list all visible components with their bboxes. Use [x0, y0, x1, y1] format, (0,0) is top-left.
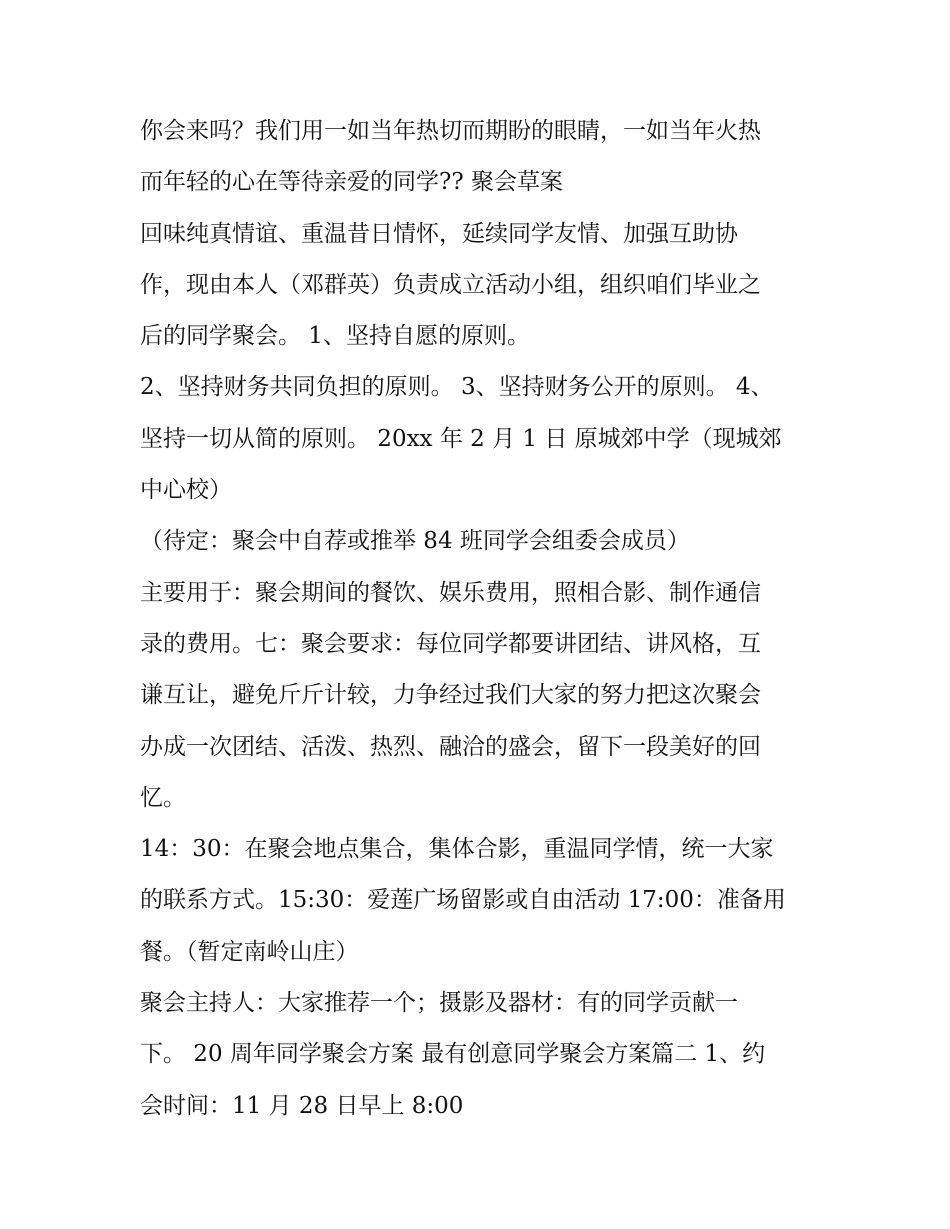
text-line: 中心校） [140, 477, 232, 504]
text-line: 忆。 [140, 784, 186, 811]
document-body [140, 106, 820, 1132]
text-line: 谦互让，避免斤斤计较，力争经过我们大家的努力把这次聚会 [140, 682, 761, 709]
text-line: 后的同学聚会。 1、坚持自愿的原则。 [140, 323, 530, 350]
text-line: 坚持一切从简的原则。 20xx 年 2 月 1 日 原城郊中学（现城郊 [140, 425, 782, 452]
text-line: 2、坚持财务共同负担的原则。 3、坚持财务公开的原则。 4、 [140, 374, 774, 401]
text-line: （待定：聚会中自荐或推举 84 班同学会组委会成员） [140, 528, 690, 555]
text-line: 办成一次团结、活泼、热烈、融洽的盛会，留下一段美好的回 [140, 733, 761, 760]
text-line: 的联系方式。15:30：爱莲广场留影或自由活动 17:00：准备用 [140, 887, 786, 914]
text-line: 餐。（暂定南岭山庄） [140, 938, 359, 965]
text-line: 录的费用。七：聚会要求：每位同学都要讲团结、讲风格，互 [140, 630, 761, 657]
text-line: 聚会主持人：大家推荐一个；摄影及器材：有的同学贡献一 [140, 990, 738, 1017]
text-line: 下。 20 周年同学聚会方案 最有创意同学聚会方案篇二 1、约 [140, 1041, 766, 1068]
text-line: 你会来吗？我们用一如当年热切而期盼的眼睛，一如当年火热 [140, 118, 761, 144]
text-line: 14：30：在聚会地点集合，集体合影，重温同学情，统一大家 [140, 836, 774, 863]
text-line: 而年轻的心在等待亲爱的同学?? 聚会草案 [140, 169, 563, 196]
text-line: 回味纯真情谊、重温昔日情怀，延续同学友情、加强互助协 [140, 220, 738, 247]
text-line: 主要用于：聚会期间的餐饮、娱乐费用，照相合影、制作通信 [140, 579, 761, 606]
text-line: 作，现由本人（邓群英）负责成立活动小组，组织咱们毕业之 [140, 271, 761, 298]
text-line: 会时间：11 月 28 日早上 8:00 [140, 1092, 464, 1119]
